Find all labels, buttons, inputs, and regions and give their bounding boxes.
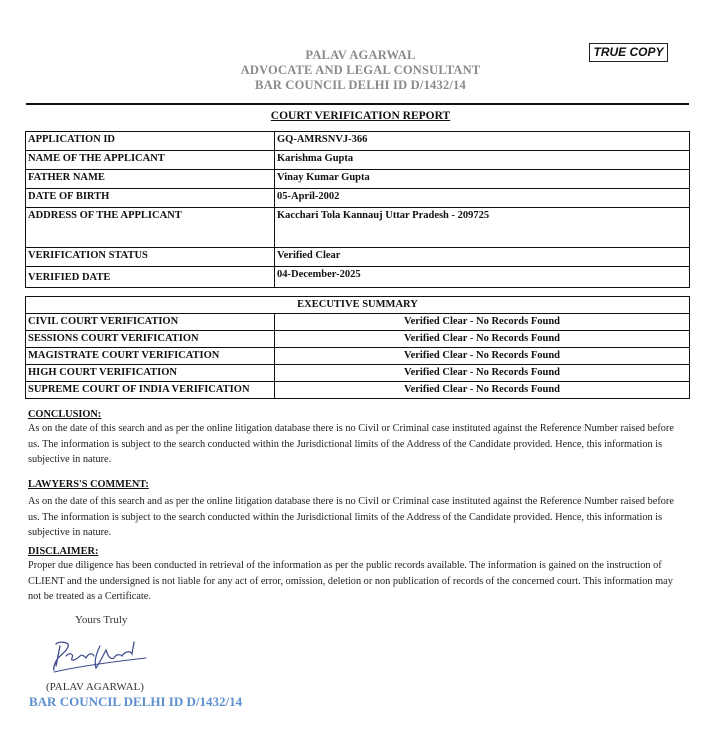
details-table bbox=[25, 131, 690, 288]
letterhead-bar-id: BAR COUNCIL DELHI ID D/1432/14 bbox=[255, 78, 466, 92]
detail-value: Verified Clear bbox=[275, 248, 690, 267]
signature-image bbox=[50, 632, 150, 676]
detail-label: DATE OF BIRTH bbox=[26, 189, 275, 208]
conclusion-heading: CONCLUSION: bbox=[28, 409, 102, 420]
disclaimer-heading: DISCLAIMER: bbox=[28, 546, 99, 557]
detail-value: Karishma Gupta bbox=[275, 151, 690, 170]
report-title: COURT VERIFICATION REPORT bbox=[270, 110, 451, 122]
conclusion-text: As on the date of this search and as per the online litigation database there is no Civil or Criminal case instituted against the Reference Number raised before us. The information is subject to the search conducted within the Jurisdictional limits of the Address of the Candidate provided. Hence, this information is subjective in nature. bbox=[28, 423, 674, 465]
letterhead-name: PALAV AGARWAL bbox=[305, 48, 416, 62]
letterhead-role: ADVOCATE AND LEGAL CONSULTANT bbox=[240, 63, 481, 77]
detail-label: NAME OF THE APPLICANT bbox=[26, 151, 275, 170]
executive-summary-table bbox=[25, 296, 690, 399]
detail-label: VERIFICATION STATUS bbox=[26, 248, 275, 267]
detail-value: GQ-AMRSNVJ-366 bbox=[275, 132, 690, 151]
table-row bbox=[26, 248, 690, 267]
lawyers-comment-text: As on the date of this search and as per the online litigation database there is no Civil or Criminal case instituted against the Reference Number raised before us. The information is subject to the search conducted within the Jurisdictional limits of the Address of the Candidate provided. Hence, this information is subjective in nature. bbox=[28, 496, 674, 538]
lawyers-comment-heading: LAWYERS'S COMMENT: bbox=[28, 479, 149, 490]
summary-value: Verified Clear - No Records Found bbox=[275, 382, 690, 399]
summary-label: SESSIONS COURT VERIFICATION bbox=[26, 331, 275, 348]
conclusion-section bbox=[28, 408, 688, 468]
table-row bbox=[26, 314, 690, 331]
lawyers-comment-section bbox=[28, 478, 688, 541]
table-row bbox=[26, 208, 690, 248]
detail-label: VERIFIED DATE bbox=[26, 267, 275, 288]
summary-label: SUPREME COURT OF INDIA VERIFICATION bbox=[26, 382, 275, 399]
table-row bbox=[26, 189, 690, 208]
closing-salutation: Yours Truly bbox=[75, 614, 128, 626]
table-row bbox=[26, 132, 690, 151]
table-row bbox=[26, 151, 690, 170]
summary-value: Verified Clear - No Records Found bbox=[275, 331, 690, 348]
true-copy-stamp: TRUE COPY bbox=[589, 43, 668, 62]
table-row bbox=[26, 348, 690, 365]
disclaimer-text: Proper due diligence has been conducted in retrieval of the information as per the public records available. The information is gained on the instruction of CLIENT and the undersigned is not liable for any act of error, omission, deletion or non publication of records of the concerned court. This information may not be treated as a Certificate. bbox=[28, 560, 673, 602]
detail-label: APPLICATION ID bbox=[26, 132, 275, 151]
table-row bbox=[26, 267, 690, 288]
table-row bbox=[26, 365, 690, 382]
disclaimer-section bbox=[28, 545, 688, 605]
detail-value: Kacchari Tola Kannauj Uttar Pradesh - 209725 bbox=[275, 208, 690, 248]
table-row bbox=[26, 331, 690, 348]
summary-label: HIGH COURT VERIFICATION bbox=[26, 365, 275, 382]
summary-label: MAGISTRATE COURT VERIFICATION bbox=[26, 348, 275, 365]
signatory-name: (PALAV AGARWAL) bbox=[46, 681, 144, 693]
detail-label: ADDRESS OF THE APPLICANT bbox=[26, 208, 275, 248]
table-row bbox=[26, 297, 690, 314]
signatory-bar-id: BAR COUNCIL DELHI ID D/1432/14 bbox=[29, 694, 243, 709]
table-row bbox=[26, 382, 690, 399]
summary-value: Verified Clear - No Records Found bbox=[275, 348, 690, 365]
summary-heading: EXECUTIVE SUMMARY bbox=[26, 297, 690, 314]
summary-value: Verified Clear - No Records Found bbox=[275, 314, 690, 331]
summary-label: CIVIL COURT VERIFICATION bbox=[26, 314, 275, 331]
detail-label: FATHER NAME bbox=[26, 170, 275, 189]
detail-value: 04-December-2025 bbox=[275, 267, 690, 288]
header-divider bbox=[26, 103, 689, 105]
summary-value: Verified Clear - No Records Found bbox=[275, 365, 690, 382]
table-row bbox=[26, 170, 690, 189]
detail-value: Vinay Kumar Gupta bbox=[275, 170, 690, 189]
detail-value: 05-April-2002 bbox=[275, 189, 690, 208]
